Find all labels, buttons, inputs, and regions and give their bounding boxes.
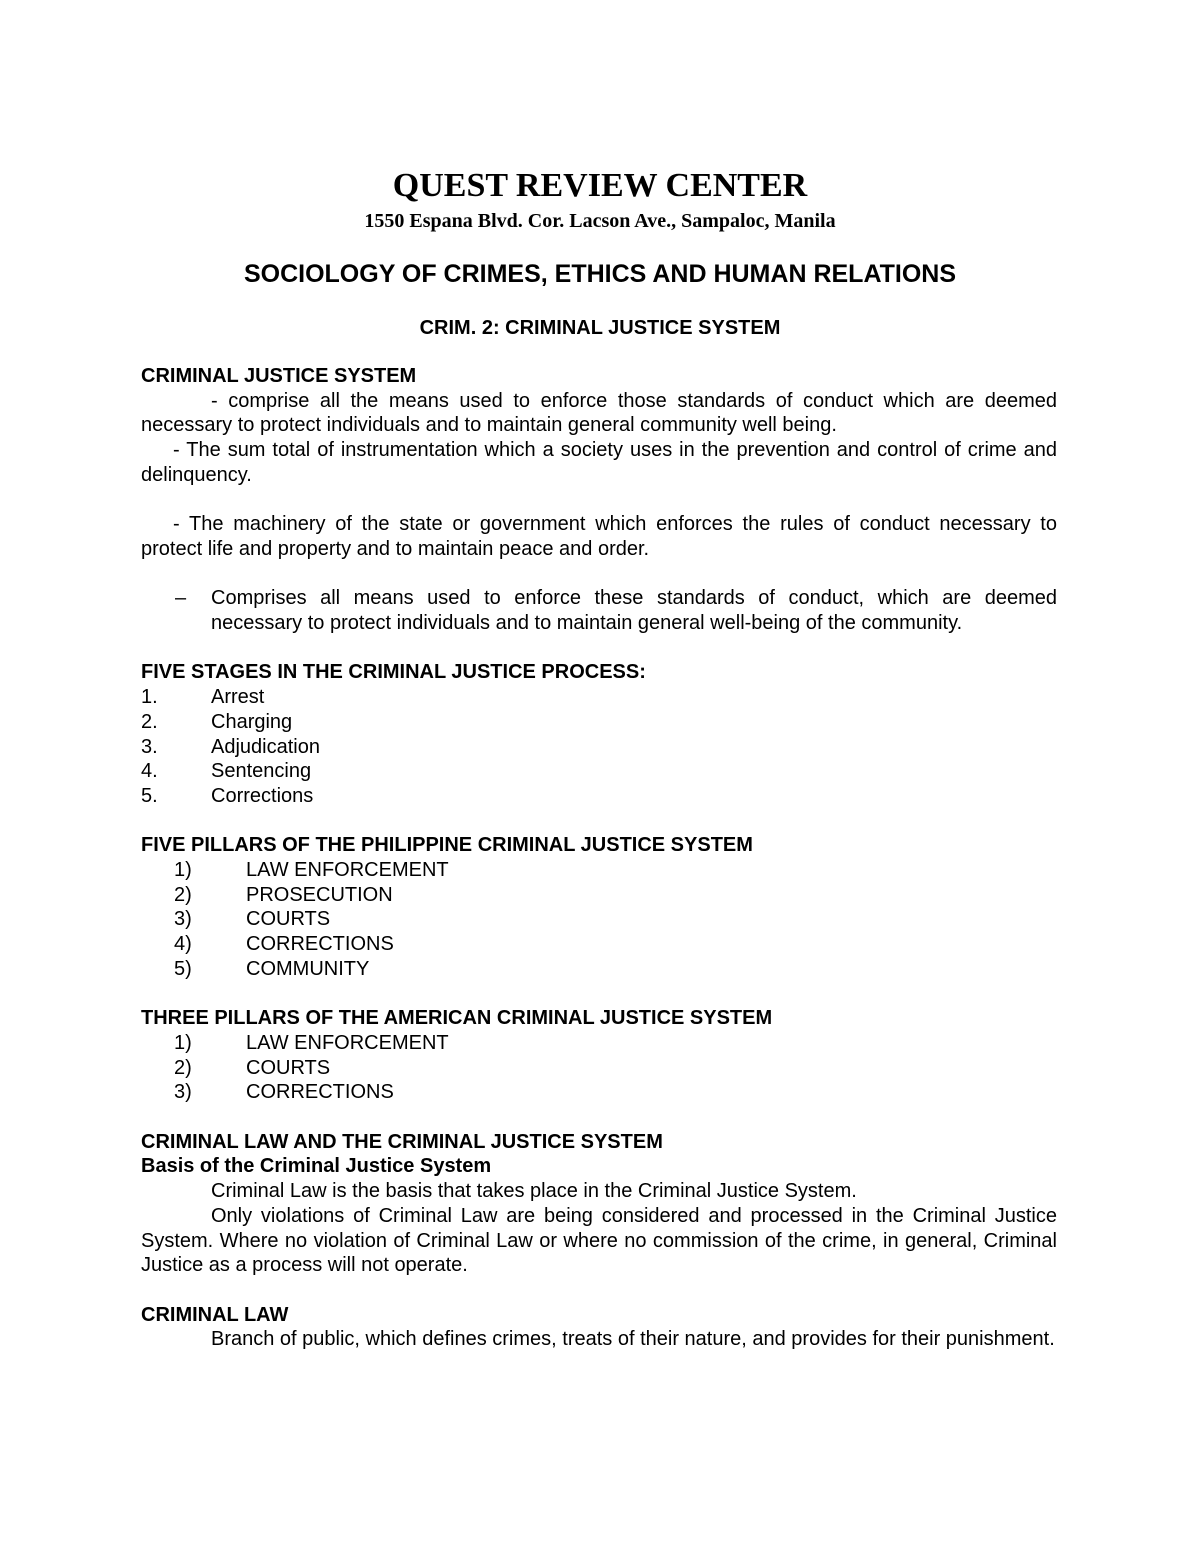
list-label: COURTS bbox=[246, 908, 331, 931]
list-item bbox=[141, 735, 1057, 760]
list-label: Corrections bbox=[211, 784, 314, 807]
list-label: PROSECUTION bbox=[246, 883, 393, 906]
list-label: COMMUNITY bbox=[246, 957, 370, 980]
list-label: LAW ENFORCEMENT bbox=[246, 859, 449, 881]
list-item bbox=[141, 685, 1057, 710]
list-label: Arrest bbox=[211, 686, 265, 709]
list-number: 3) bbox=[174, 1081, 192, 1104]
list-label: CORRECTIONS bbox=[246, 1081, 394, 1104]
section-american-pillars bbox=[141, 1006, 1057, 1105]
list-item bbox=[141, 710, 1057, 735]
list-number: 2) bbox=[174, 1056, 192, 1079]
section-heading: THREE PILLARS OF THE AMERICAN CRIMINAL JUSTICE SYSTEM bbox=[141, 1007, 773, 1030]
list-label: LAW ENFORCEMENT bbox=[246, 1031, 449, 1054]
list-label: Charging bbox=[211, 710, 293, 733]
section-criminal-law bbox=[141, 1303, 1057, 1352]
list-label: Adjudication bbox=[211, 735, 320, 758]
list-number: 3) bbox=[174, 908, 192, 931]
list-item bbox=[141, 957, 1057, 982]
list-item bbox=[141, 1056, 1057, 1081]
section-heading: CRIMINAL LAW AND THE CRIMINAL JUSTICE SYSTEM bbox=[141, 1130, 663, 1153]
dash-bullet: – bbox=[175, 587, 187, 610]
list-number: 1) bbox=[174, 859, 192, 881]
list-item bbox=[141, 858, 1057, 883]
list-number: 2) bbox=[174, 883, 192, 906]
document-body bbox=[141, 364, 1057, 1352]
list-item bbox=[141, 907, 1057, 932]
course-heading: CRIM. 2: CRIMINAL JUSTICE SYSTEM bbox=[419, 317, 781, 339]
list-item bbox=[141, 1031, 1057, 1056]
section-heading: FIVE PILLARS OF THE PHILIPPINE CRIMINAL JUSTICE SYSTEM bbox=[141, 834, 753, 857]
definition-paragraph: - The machinery of the state or government which enforces the rules of conduct necessary to protect life and property and to maintain peace and order. bbox=[141, 513, 1057, 560]
list-item bbox=[141, 932, 1057, 957]
list-item bbox=[141, 784, 1057, 809]
document-title: QUEST REVIEW CENTER bbox=[392, 167, 808, 204]
section-heading: CRIMINAL JUSTICE SYSTEM bbox=[141, 365, 417, 387]
definition-text: Comprises all means used to enforce these standards of conduct, which are deemed necessary to protect individuals and to maintain general well-being of the community. bbox=[211, 587, 1057, 634]
section-heading: CRIMINAL LAW bbox=[141, 1303, 289, 1326]
list-label: COURTS bbox=[246, 1056, 331, 1079]
list-number: 1. bbox=[141, 686, 158, 709]
section-criminal-justice-system bbox=[141, 364, 1057, 636]
list-number: 1) bbox=[174, 1031, 192, 1054]
section-heading: FIVE STAGES IN THE CRIMINAL JUSTICE PROCESS: bbox=[141, 661, 646, 684]
definition-list-item bbox=[141, 586, 1057, 635]
subject-heading: SOCIOLOGY OF CRIMES, ETHICS AND HUMAN RELATIONS bbox=[243, 260, 957, 288]
list-number: 5) bbox=[174, 957, 192, 980]
list-item bbox=[141, 1080, 1057, 1105]
body-paragraph: Only violations of Criminal Law are being considered and processed in the Criminal Justice System. Where no violation of Criminal Law or where no commission of the crime, in general, Criminal Justice as a process will not operate. bbox=[141, 1204, 1057, 1277]
section-philippine-pillars bbox=[141, 833, 1057, 981]
definition-paragraph: - The sum total of instrumentation which a society uses in the prevention and control of crime and delinquency. bbox=[141, 439, 1057, 486]
body-paragraph: Branch of public, which defines crimes, treats of their nature, and provides for their punishment. bbox=[211, 1328, 1055, 1351]
list-label: CORRECTIONS bbox=[246, 933, 394, 956]
list-number: 2. bbox=[141, 710, 158, 733]
list-number: 4) bbox=[174, 933, 192, 956]
section-subheading: Basis of the Criminal Justice System bbox=[141, 1155, 492, 1178]
list-item bbox=[141, 759, 1057, 784]
section-five-stages bbox=[141, 660, 1057, 808]
list-item bbox=[141, 883, 1057, 908]
body-paragraph: Criminal Law is the basis that takes place in the Criminal Justice System. bbox=[211, 1180, 857, 1203]
list-label: Sentencing bbox=[211, 760, 312, 783]
section-criminal-law-and-cjs bbox=[141, 1130, 1057, 1278]
list-number: 5. bbox=[141, 784, 158, 807]
definition-paragraph: - comprise all the means used to enforce those standards of conduct which are deemed necessary to protect individuals and to maintain general community well being. bbox=[141, 389, 1057, 437]
document-address: 1550 Espana Blvd. Cor. Lacson Ave., Sampaloc, Manila bbox=[364, 210, 836, 232]
list-number: 4. bbox=[141, 760, 158, 783]
list-number: 3. bbox=[141, 735, 158, 758]
